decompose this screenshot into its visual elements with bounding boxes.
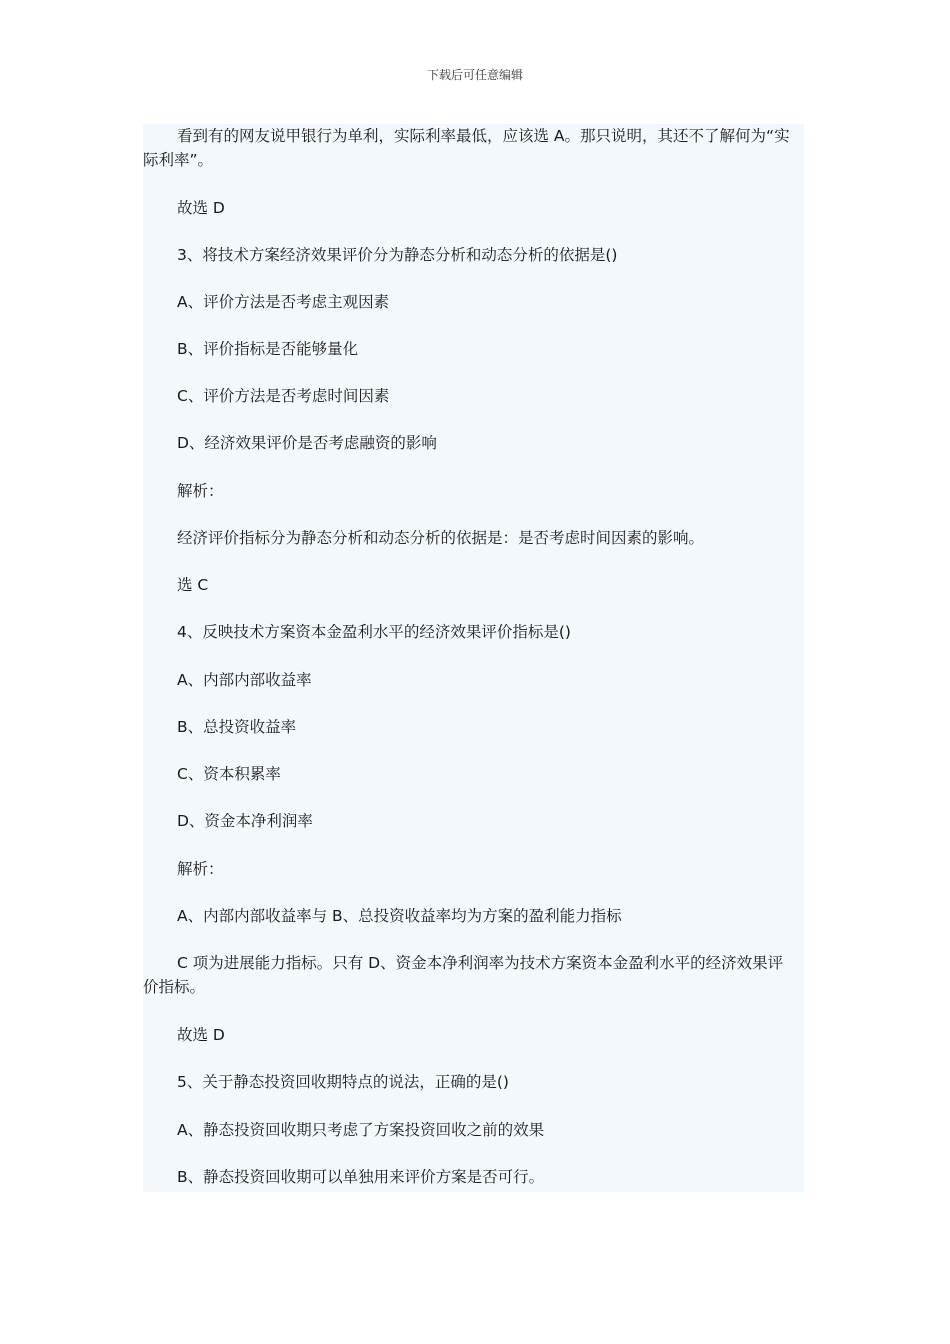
q4-option-d: D、资金本净利润率 xyxy=(177,812,313,830)
q4-analysis-label: 解析： xyxy=(177,860,224,878)
q3-option-d: D、经济效果评价是否考虑融资的影响 xyxy=(177,434,437,452)
paragraph-explanation-1: 看到有的网友说甲银行为单利，实际利率最低，应该选 A。那只说明，其还不了解何为“实际利率”。 xyxy=(143,127,790,169)
page-header: 下载后可任意编辑 xyxy=(426,68,523,82)
q4-analysis-text-1: A、内部内部收益率与 B、总投资收益率均为方案的盈利能力指标 xyxy=(177,907,622,925)
q3-option-a: A、评价方法是否考虑主观因素 xyxy=(177,293,390,311)
q3-analysis-text: 经济评价指标分为静态分析和动态分析的依据是：是否考虑时间因素的影响。 xyxy=(177,529,705,547)
question-5: 5、关于静态投资回收期特点的说法，正确的是() xyxy=(177,1073,509,1091)
q4-option-c: C、资本积累率 xyxy=(177,765,281,783)
q3-analysis-label: 解析： xyxy=(177,482,224,500)
q5-option-a: A、静态投资回收期只考虑了方案投资回收之前的效果 xyxy=(177,1121,545,1139)
question-4: 4、反映技术方案资本金盈利水平的经济效果评价指标是() xyxy=(177,623,571,641)
question-3: 3、将技术方案经济效果评价分为静态分析和动态分析的依据是() xyxy=(177,246,618,264)
document-body xyxy=(143,124,804,1192)
answer-q3: 选 C xyxy=(177,576,209,594)
q5-option-b: B、静态投资回收期可以单独用来评价方案是否可行。 xyxy=(177,1168,545,1186)
q3-option-c: C、评价方法是否考虑时间因素 xyxy=(177,387,390,405)
q3-option-b: B、评价指标是否能够量化 xyxy=(177,340,359,358)
q4-analysis-text-2: C 项为进展能力指标。只有 D、资金本净利润率为技术方案资本金盈利水平的经济效果评价指标。 xyxy=(143,954,784,996)
answer-q4: 故选 D xyxy=(177,1026,225,1044)
q4-option-b: B、总投资收益率 xyxy=(177,718,297,736)
q4-option-a: A、内部内部收益率 xyxy=(177,671,312,689)
answer-q2: 故选 D xyxy=(177,199,225,217)
